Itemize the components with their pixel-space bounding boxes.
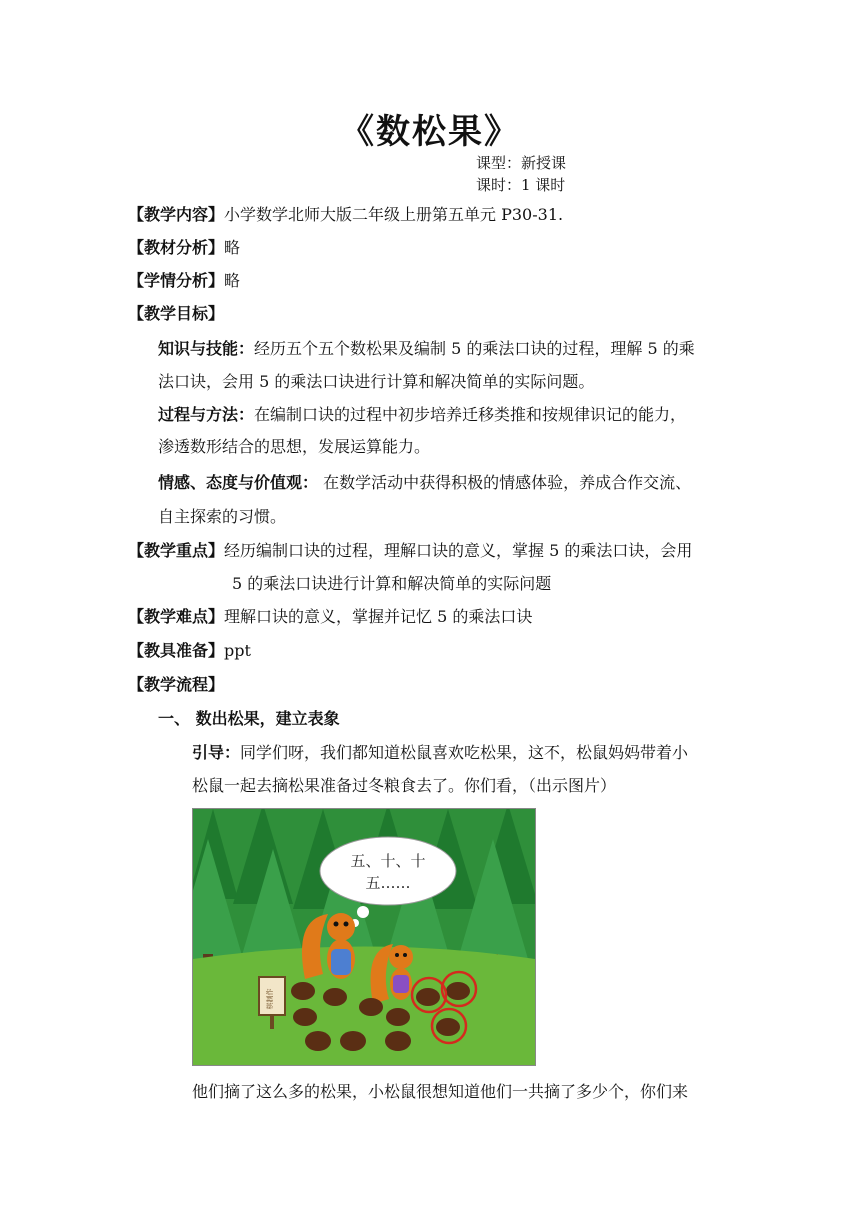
- intro-label: 引导：: [192, 743, 241, 762]
- goal1-label: 知识与技能：: [158, 339, 255, 358]
- material-text: 略: [224, 238, 241, 257]
- key-label: 【教学重点】: [128, 541, 225, 560]
- goal3-line-a: [158, 472, 691, 494]
- diff-line: [128, 606, 532, 628]
- content-text: 小学数学北师大版二年级上册第五单元 P30-31.: [224, 205, 564, 224]
- content-line: [128, 204, 563, 226]
- goal2-line-a: [158, 404, 686, 426]
- key-text-b: 5 的乘法口诀进行计算和解决简单的实际问题: [232, 574, 552, 593]
- flow-heading: 【教学流程】: [128, 675, 225, 694]
- student-label: 【学情分析】: [128, 271, 225, 290]
- bubble-line-1: 五、十、十: [350, 852, 426, 870]
- goals-heading: 【教学目标】: [128, 304, 225, 323]
- after-picture-text: 他们摘了这么多的松果，小松鼠很想知道他们一共摘了多少个，你们来: [192, 1082, 689, 1101]
- squirrel-illustration: [192, 808, 536, 1066]
- diff-text: 理解口诀的意义，掌握并记忆 5 的乘法口诀: [224, 607, 533, 626]
- key-text-a: 经历编制口诀的过程，理解口诀的意义，掌握 5 的乘法口诀，会用: [224, 541, 693, 560]
- step1-title: 一、 数出松果，建立表象: [158, 709, 340, 728]
- goal1-text-b: 法口诀，会用 5 的乘法口诀进行计算和解决简单的实际问题。: [158, 372, 595, 391]
- goal1-line-a: [158, 338, 695, 360]
- intro-text-a: 同学们呀，我们都知道松鼠喜欢吃松果，这不，松鼠妈妈带着小: [240, 743, 689, 762]
- lesson-hours: 课时：1 课时: [476, 176, 566, 194]
- lesson-type: 课型：新授课: [476, 154, 567, 172]
- tools-label: 【教具准备】: [128, 641, 225, 660]
- document-title: 《数松果》: [340, 112, 520, 152]
- goal3-label: 情感、态度与价值观：: [158, 473, 319, 492]
- tools-line: [128, 640, 251, 662]
- intro-text-b: 松鼠一起去摘松果准备过冬粮食去了。你们看，（出示图片）: [192, 776, 617, 795]
- goal3-text-b: 自主探索的习惯。: [158, 507, 287, 526]
- intro-line-a: [192, 742, 688, 764]
- student-text: 略: [224, 271, 241, 290]
- content-label: 【教学内容】: [128, 205, 225, 224]
- forest-scene: [193, 809, 535, 1065]
- goal1-text-a: 经历五个五个数松果及编制 5 的乘法口诀的过程，理解 5 的乘: [254, 339, 695, 358]
- material-label: 【教材分析】: [128, 238, 225, 257]
- goal2-text-b: 渗透数形结合的思想，发展运算能力。: [158, 437, 431, 456]
- key-line-a: [128, 540, 692, 562]
- bubble-line-2: 五……: [365, 874, 411, 892]
- tools-text: ppt: [224, 641, 251, 660]
- goal3-text-a: 在数学活动中获得积极的情感体验，养成合作交流、: [318, 473, 692, 492]
- sign-text: 棋制作: [266, 988, 274, 1010]
- student-line: [128, 270, 240, 292]
- material-line: [128, 237, 240, 259]
- goal2-label: 过程与方法：: [158, 405, 255, 424]
- goal2-text-a: 在编制口诀的过程中初步培养迁移类推和按规律识记的能力，: [254, 405, 687, 424]
- diff-label: 【教学难点】: [128, 607, 225, 626]
